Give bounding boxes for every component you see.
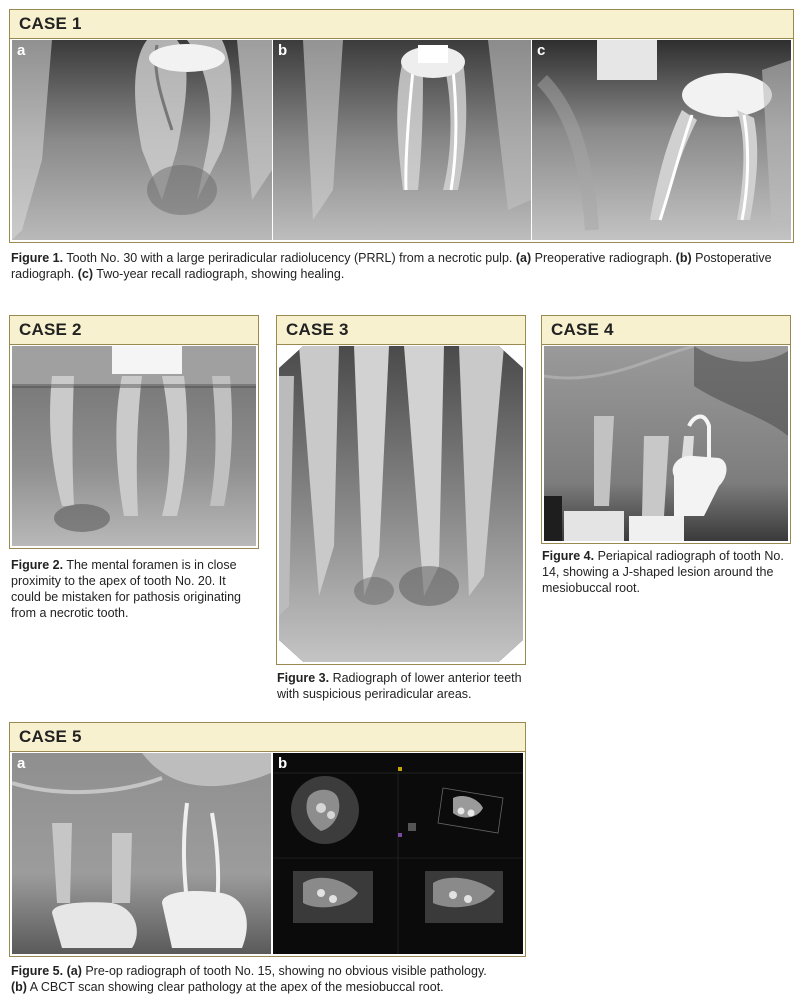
j-shaped-lesion-radiograph: [544, 346, 788, 541]
case-1-panel-a: [12, 40, 272, 240]
caption-part: (b): [675, 251, 692, 265]
two-year-recall-radiograph: [532, 40, 791, 240]
figure-2-caption: [11, 557, 256, 621]
case-4-panel: [544, 346, 788, 541]
case-5-panel-a: [12, 753, 271, 954]
caption-label: Figure 4.: [542, 549, 595, 563]
caption-label: Figure 2.: [11, 558, 64, 572]
figure-3-caption: [277, 670, 527, 702]
case-2-box: [9, 315, 259, 549]
cbct-scan: [273, 753, 523, 954]
caption-label: Figure 1.: [11, 251, 64, 265]
caption-part: Two-year recall radiograph, showing healing.: [93, 267, 345, 281]
case-3-header: CASE 3: [277, 316, 525, 345]
case-4-box: [541, 315, 791, 544]
case-5-header: CASE 5: [10, 723, 525, 752]
postoperative-radiograph: [273, 40, 531, 240]
case-1-header: CASE 1: [10, 10, 793, 39]
caption-part: Pre-op radiograph of tooth No. 15, showing no obvious visible pathology.: [81, 964, 487, 978]
figure-1-caption: [11, 250, 786, 282]
caption-text: Radiograph of lower anterior teeth with suspicious periradicular areas.: [277, 671, 522, 701]
case-1-box: [9, 9, 794, 243]
caption-label: Figure 5.: [11, 964, 64, 978]
case-5-panel-b: [273, 753, 523, 954]
case-5-box: [9, 722, 526, 957]
panel-letter: b: [278, 42, 288, 59]
preoperative-radiograph: [12, 40, 272, 240]
caption-part: Tooth No. 30 with a large periradicular radiolucency (PRRL) from a necrotic pulp.: [63, 251, 516, 265]
caption-part: (b): [11, 980, 27, 994]
caption-part: (c): [77, 267, 93, 281]
figure-5-caption: [11, 963, 531, 995]
caption-part: A CBCT scan showing clear pathology at the apex of the mesiobuccal root.: [26, 980, 444, 994]
panel-letter: b: [278, 755, 288, 772]
case-1-panel-c: [532, 40, 791, 240]
lower-anterior-teeth-radiograph: [279, 346, 523, 662]
panel-letter: c: [537, 42, 546, 59]
caption-part: Preoperative radiograph.: [531, 251, 676, 265]
caption-text: Periapical radiograph of tooth No. 14, showing a J-shaped lesion around the mesiobuccal root.: [542, 549, 784, 595]
caption-part: (a): [515, 251, 532, 265]
panel-letter: a: [17, 42, 26, 59]
mental-foramen-radiograph: [12, 346, 256, 546]
caption-label: Figure 3.: [277, 671, 330, 685]
case-3-box: [276, 315, 526, 665]
caption-text: The mental foramen is in close proximity to the apex of tooth No. 20. It could be mistaken for pathosis originating from a necrotic tooth.: [11, 558, 241, 620]
case-4-header: CASE 4: [542, 316, 790, 345]
case-3-panel: [279, 346, 523, 662]
caption-part: (a): [66, 964, 82, 978]
case-1-panel-b: [273, 40, 531, 240]
figure-4-caption: [542, 548, 790, 596]
pre-op-radiograph: [12, 753, 271, 954]
caption-part: Postoperative radiograph.: [11, 251, 772, 281]
case-2-panel: [12, 346, 256, 546]
case-2-header: CASE 2: [10, 316, 258, 345]
panel-letter: a: [17, 755, 26, 772]
